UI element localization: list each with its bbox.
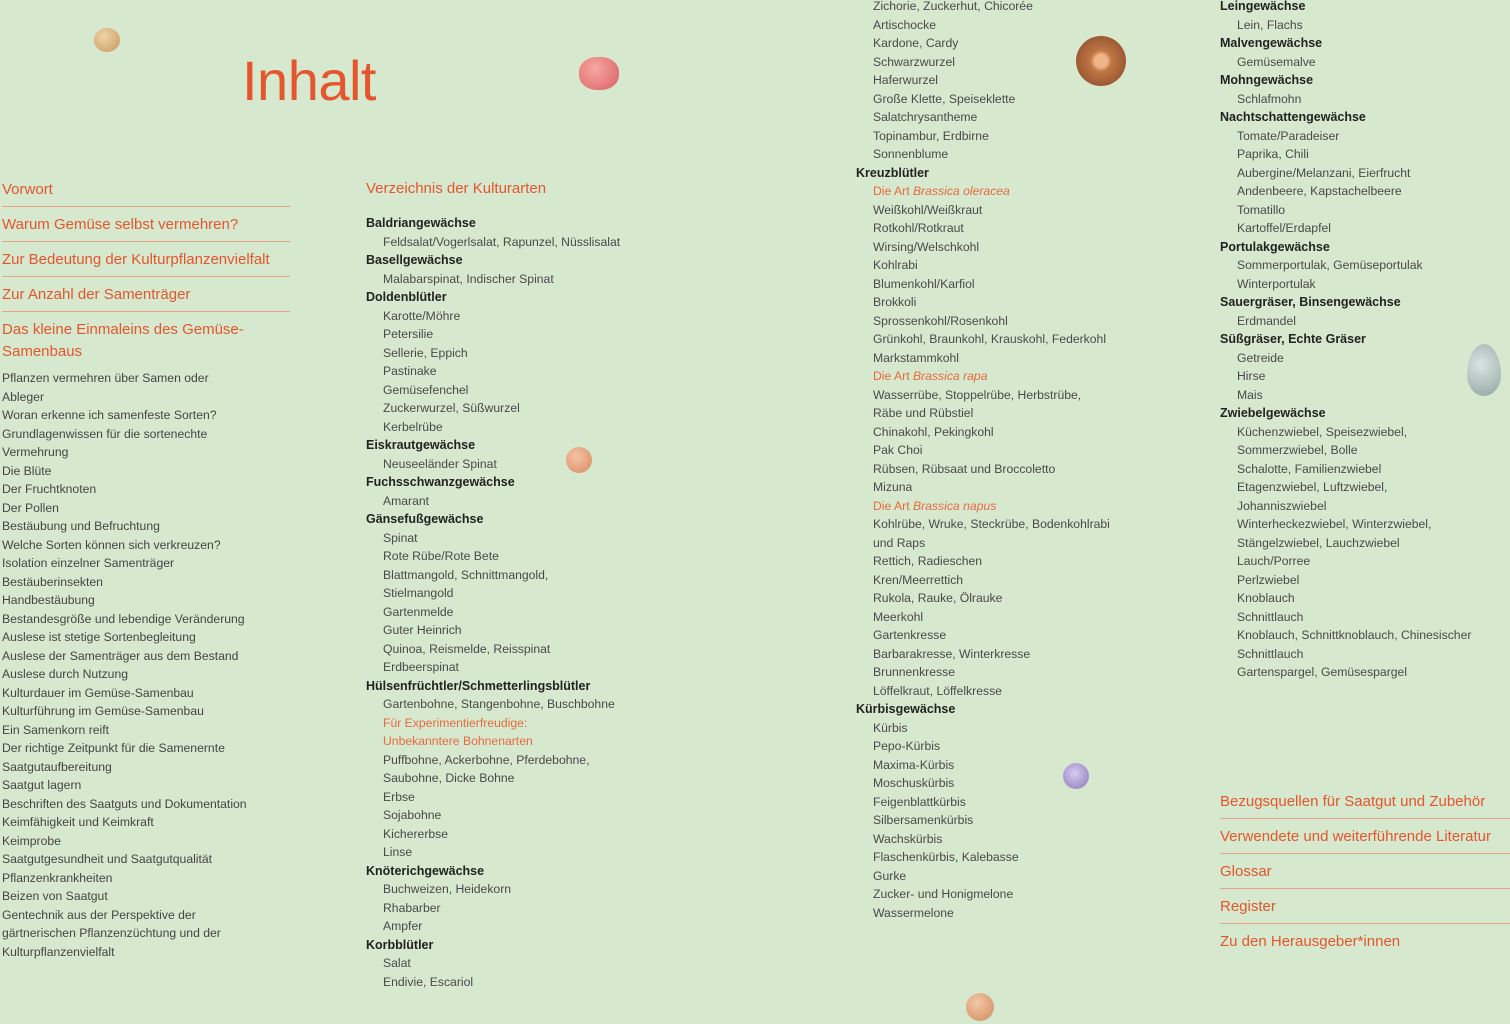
- crop-entry[interactable]: Blumenkohl/Karfiol: [873, 276, 975, 291]
- toc-link-glossar[interactable]: Glossar: [1220, 860, 1510, 889]
- plant-family-heading[interactable]: Doldenblütler: [366, 290, 447, 304]
- plant-family-heading[interactable]: Zwiebelgewächse: [1220, 406, 1326, 420]
- plant-family-heading[interactable]: Leingewächse: [1220, 0, 1306, 13]
- crop-entry[interactable]: Aubergine/Melanzani, Eierfrucht: [1237, 165, 1411, 180]
- crop-entry[interactable]: Salat: [383, 956, 411, 970]
- section-heading-kulturarten[interactable]: Verzeichnis der Kulturarten: [366, 180, 547, 197]
- toc-subitem[interactable]: Ableger: [2, 389, 45, 404]
- crop-entry[interactable]: Brokkoli: [873, 295, 917, 309]
- crop-entry[interactable]: Rotkohl/Rotkraut: [873, 221, 964, 235]
- crop-entry[interactable]: Kichererbse: [383, 826, 449, 841]
- crop-entry[interactable]: Pastinake: [383, 364, 437, 378]
- toc-subitem[interactable]: Bestäuberinsekten: [2, 574, 103, 589]
- crop-entry[interactable]: Gartenbohne, Stangenbohne, Buschbohne: [383, 697, 615, 711]
- crop-entry[interactable]: und Raps: [873, 535, 926, 550]
- plant-family-heading[interactable]: Kreuzblütler: [856, 165, 929, 180]
- crop-entry[interactable]: Silbersamenkürbis: [873, 813, 974, 827]
- toc-subitem[interactable]: Kulturführung im Gemüse-Samenbau: [2, 704, 204, 718]
- crop-entry[interactable]: Karotte/Möhre: [383, 308, 461, 323]
- crop-entry[interactable]: Lauch/Porree: [1237, 554, 1311, 568]
- toc-subitem[interactable]: Beschriften des Saatguts und Dokumentation: [2, 796, 247, 811]
- crop-entry[interactable]: Zichorie, Zuckerhut, Chicorée: [873, 0, 1033, 13]
- toc-subitem[interactable]: Isolation einzelner Samenträger: [2, 556, 175, 570]
- crop-entry[interactable]: Andenbeere, Kapstachelbeere: [1237, 184, 1402, 198]
- toc-subitem[interactable]: Grundlagenwissen für die sortenechte: [2, 426, 208, 441]
- crop-entry[interactable]: Löffelkraut, Löffelkresse: [873, 683, 1002, 698]
- toc-subitem[interactable]: Keimprobe: [2, 833, 61, 848]
- crop-entry[interactable]: Paprika, Chili: [1237, 147, 1309, 161]
- toc-subitem[interactable]: Kulturpflanzenvielfalt: [2, 944, 115, 959]
- toc-subitem[interactable]: Saatgutaufbereitung: [2, 759, 112, 774]
- toc-appendix-links: [1220, 790, 1510, 959]
- toc-subitem[interactable]: Saatgutgesundheit und Saatgutqualität: [2, 852, 213, 866]
- toc-subitem[interactable]: Die Blüte: [2, 463, 52, 478]
- crop-entry[interactable]: Zuckerwurzel, Süßwurzel: [383, 401, 520, 415]
- crop-index-list: [366, 214, 666, 991]
- crop-entry[interactable]: Linse: [383, 845, 413, 859]
- crop-entry[interactable]: Petersilie: [383, 327, 434, 341]
- toc-subitem[interactable]: Handbestäubung: [2, 593, 95, 607]
- toc-subitem[interactable]: Auslese ist stetige Sortenbegleitung: [2, 630, 196, 644]
- plant-family-heading[interactable]: Korbblütler: [366, 937, 434, 952]
- crop-entry[interactable]: Schnittlauch: [1237, 609, 1304, 624]
- crop-entry[interactable]: Grünkohl, Braunkohl, Krauskohl, Federkohl: [873, 332, 1107, 346]
- crop-entry[interactable]: Erdbeerspinat: [383, 660, 459, 674]
- crop-entry[interactable]: Artischocke: [873, 17, 936, 32]
- crop-entry[interactable]: Feldsalat/Vogerlsalat, Rapunzel, Nüsslisalat: [383, 234, 621, 249]
- toc-subitem[interactable]: Gentechnik aus der Perspektive der: [2, 907, 196, 922]
- crop-entry[interactable]: Mizuna: [873, 480, 913, 494]
- crop-entry[interactable]: Johanniszwiebel: [1237, 498, 1327, 513]
- toc-subitem[interactable]: Woran erkenne ich samenfeste Sorten?: [2, 408, 217, 422]
- toc-subitem[interactable]: Auslese durch Nutzung: [2, 667, 129, 681]
- toc-subitem[interactable]: Auslese der Samenträger aus dem Bestand: [2, 648, 239, 663]
- toc-subitem[interactable]: Der richtige Zeitpunkt für die Samenernte: [2, 741, 225, 755]
- toc-subitem[interactable]: Beizen von Saatgut: [2, 889, 108, 903]
- toc-link-warum[interactable]: Warum Gemüse selbst vermehren?: [2, 213, 290, 242]
- crop-entry[interactable]: Tomate/Paradeiser: [1237, 128, 1340, 143]
- species-subheading[interactable]: Unbekanntere Bohnenarten: [383, 734, 533, 748]
- crop-entry[interactable]: Knoblauch: [1237, 591, 1295, 605]
- toc-link-herausgeber[interactable]: Zu den Herausgeber*innen: [1220, 933, 1401, 950]
- crop-entry[interactable]: Markstammkohl: [873, 350, 960, 365]
- crop-entry[interactable]: Kren/Meerrettich: [873, 572, 964, 587]
- crop-entry[interactable]: Sprossenkohl/Rosenkohl: [873, 313, 1008, 328]
- crop-entry[interactable]: Sojabohne: [383, 808, 442, 822]
- toc-link-einmaleins[interactable]: Das kleine Einmaleins des Gemüse-Samenbaus: [2, 321, 244, 360]
- species-latin-name: Brassica rapa: [912, 369, 988, 383]
- crop-entry[interactable]: Sommerzwiebel, Bolle: [1237, 443, 1358, 457]
- crop-entry[interactable]: Wassermelone: [873, 905, 954, 920]
- plant-family-heading[interactable]: Knöterichgewächse: [366, 863, 485, 878]
- crop-entry[interactable]: Tomatillo: [1237, 202, 1286, 217]
- crop-entry[interactable]: Guter Heinrich: [383, 623, 462, 637]
- crop-entry[interactable]: Amarant: [383, 493, 430, 508]
- species-subheading[interactable]: [856, 367, 1156, 386]
- toc-link-vorwort[interactable]: Vorwort: [2, 178, 290, 207]
- plant-family-heading[interactable]: Hülsenfrüchtler/Schmetterlingsblütler: [366, 678, 591, 693]
- crop-entry[interactable]: Stielmangold: [383, 586, 454, 600]
- crop-entry[interactable]: Moschuskürbis: [873, 776, 955, 790]
- toc-subitem[interactable]: Pflanzenkrankheiten: [2, 870, 113, 885]
- crop-entry[interactable]: Kohlrabi: [873, 258, 918, 272]
- crop-entry[interactable]: Getreide: [1237, 350, 1284, 365]
- crop-entry[interactable]: Barbarakresse, Winterkresse: [873, 646, 1031, 661]
- crop-entry[interactable]: Gartenmelde: [383, 604, 454, 619]
- crop-entry[interactable]: Weißkohl/Weißkraut: [873, 202, 983, 217]
- crop-entry[interactable]: Gemüsemalve: [1237, 54, 1316, 69]
- crop-entry[interactable]: Kerbelrübe: [383, 419, 443, 434]
- toc-subitem[interactable]: Bestandesgröße und lebendige Veränderung: [2, 611, 245, 626]
- crop-entry[interactable]: Sommerportulak, Gemüseportulak: [1237, 258, 1423, 272]
- species-subheading[interactable]: Für Experimentierfreudige:: [383, 715, 528, 730]
- crop-entry[interactable]: Kürbis: [873, 720, 908, 735]
- crop-entry[interactable]: Gartenspargel, Gemüsespargel: [1237, 665, 1408, 679]
- plant-family-heading[interactable]: Portulakgewächse: [1220, 239, 1330, 254]
- crop-index-list: [1220, 0, 1510, 682]
- crop-entry[interactable]: Flaschenkürbis, Kalebasse: [873, 850, 1019, 864]
- crop-entry[interactable]: Saubohne, Dicke Bohne: [383, 771, 515, 785]
- crop-entry[interactable]: Gurke: [873, 868, 907, 883]
- plant-family-heading[interactable]: Fuchsschwanzgewächse: [366, 475, 515, 489]
- crop-entry[interactable]: Rote Rübe/Rote Bete: [383, 549, 499, 563]
- crop-entry[interactable]: Wirsing/Welschkohl: [873, 239, 980, 254]
- crop-entry[interactable]: Räbe und Rübstiel: [873, 406, 974, 420]
- crop-entry[interactable]: Schnittlauch: [1237, 646, 1304, 661]
- crop-entry[interactable]: Wasserrübe, Stoppelrübe, Herbstrübe,: [873, 387, 1082, 402]
- crop-entry[interactable]: Rettich, Radieschen: [873, 554, 983, 568]
- crop-entry[interactable]: Hirse: [1237, 369, 1266, 383]
- crop-entry[interactable]: Gartenkresse: [873, 628, 947, 642]
- crop-entry[interactable]: Zucker- und Honigmelone: [873, 887, 1014, 901]
- species-prefix: Die Art: [873, 184, 913, 198]
- crop-entry[interactable]: Maxima-Kürbis: [873, 757, 955, 772]
- toc-subitem[interactable]: Ein Samenkorn reift: [2, 722, 110, 737]
- crop-entry[interactable]: Rübsen, Rübsaat und Broccoletto: [873, 461, 1056, 476]
- crop-entry[interactable]: Küchenzwiebel, Speisezwiebel,: [1237, 424, 1408, 439]
- toc-subitem[interactable]: Kulturdauer im Gemüse-Samenbau: [2, 685, 194, 700]
- crop-entry[interactable]: Schlafmohn: [1237, 91, 1302, 106]
- plant-family-heading[interactable]: Baldriangewächse: [366, 216, 476, 230]
- plant-family-heading[interactable]: Basellgewächse: [366, 253, 463, 267]
- seed-image: [966, 993, 994, 1021]
- crop-entry[interactable]: Blattmangold, Schnittmangold,: [383, 567, 549, 582]
- toc-column-4: [1220, 0, 1510, 682]
- species-subheading[interactable]: [856, 497, 1156, 516]
- crop-entry[interactable]: Winterportulak: [1237, 276, 1316, 291]
- species-prefix: Die Art: [873, 498, 913, 513]
- seed-image: [579, 57, 619, 90]
- crop-entry[interactable]: Neuseeländer Spinat: [383, 456, 497, 471]
- crop-entry[interactable]: Wachskürbis: [873, 831, 943, 846]
- crop-entry[interactable]: Ampfer: [383, 919, 423, 933]
- species-subheading[interactable]: [856, 182, 1156, 201]
- crop-entry[interactable]: Knoblauch, Schnittknoblauch, Chinesischer: [1237, 628, 1472, 642]
- crop-entry[interactable]: Kohlrübe, Wruke, Steckrübe, Bodenkohlrabi: [873, 517, 1110, 531]
- toc-subitem[interactable]: gärtnerischen Pflanzenzüchtung und der: [2, 926, 221, 940]
- species-prefix: Die Art: [873, 369, 913, 383]
- crop-entry[interactable]: Rukola, Rauke, Ölrauke: [873, 591, 1003, 605]
- plant-family-heading[interactable]: Süßgräser, Echte Gräser: [1220, 332, 1366, 346]
- toc-link-bedeutung[interactable]: Zur Bedeutung der Kulturpflanzenvielfalt: [2, 248, 290, 277]
- crop-entry[interactable]: Schwarzwurzel: [873, 54, 955, 69]
- crop-entry[interactable]: Kartoffel/Erdapfel: [1237, 221, 1331, 235]
- plant-family-heading[interactable]: Gänsefußgewächse: [366, 512, 484, 526]
- plant-family-heading[interactable]: Nachtschattengewächse: [1220, 110, 1366, 124]
- crop-entry[interactable]: Lein, Flachs: [1237, 17, 1303, 32]
- toc-subitem[interactable]: Vermehrung: [2, 445, 69, 459]
- species-latin-name: Brassica napus: [912, 498, 997, 513]
- toc-link-literatur[interactable]: Verwendete und weiterführende Literatur: [1220, 825, 1510, 854]
- toc-column-2: [366, 178, 666, 991]
- species-latin-name: Brassica oleracea: [912, 184, 1010, 198]
- crop-index-list: [856, 0, 1156, 922]
- plant-family-heading[interactable]: Kürbisgewächse: [856, 702, 956, 716]
- plant-family-heading[interactable]: Malvengewächse: [1220, 36, 1323, 50]
- crop-entry[interactable]: Etagenzwiebel, Luftzwiebel,: [1237, 480, 1388, 494]
- page-title: Inhalt: [242, 49, 376, 112]
- crop-entry[interactable]: Buchweizen, Heidekorn: [383, 882, 512, 896]
- crop-entry[interactable]: Spinat: [383, 530, 418, 545]
- seed-image: [94, 28, 120, 52]
- plant-family-heading[interactable]: Sauergräser, Binsengewächse: [1220, 295, 1401, 309]
- toc-column-3: [856, 0, 1156, 922]
- crop-entry[interactable]: Schalotte, Familienzwiebel: [1237, 461, 1382, 476]
- crop-entry[interactable]: Haferwurzel: [873, 73, 939, 87]
- crop-entry[interactable]: Puffbohne, Ackerbohne, Pferdebohne,: [383, 752, 590, 767]
- crop-entry[interactable]: Pak Choi: [873, 443, 923, 457]
- plant-family-heading[interactable]: Eiskrautgewächse: [366, 438, 476, 452]
- crop-entry[interactable]: Topinambur, Erdbirne: [873, 128, 989, 143]
- crop-entry[interactable]: Sonnenblume: [873, 147, 949, 161]
- toc-subitem[interactable]: Pflanzen vermehren über Samen oder: [2, 371, 209, 385]
- crop-entry[interactable]: Meerkohl: [873, 609, 924, 624]
- toc-link-anzahl[interactable]: Zur Anzahl der Samenträger: [2, 283, 290, 312]
- crop-entry[interactable]: Winterheckezwiebel, Winterzwiebel,: [1237, 517, 1432, 531]
- toc-link-register[interactable]: Register: [1220, 895, 1510, 924]
- toc-link-bezugsquellen[interactable]: Bezugsquellen für Saatgut und Zubehör: [1220, 790, 1510, 819]
- toc-subitem[interactable]: Der Pollen: [2, 500, 59, 515]
- crop-entry[interactable]: Kardone, Cardy: [873, 36, 959, 50]
- crop-entry[interactable]: Rhabarber: [383, 900, 441, 915]
- crop-entry[interactable]: Erbse: [383, 789, 415, 804]
- toc-column-1: [2, 178, 302, 961]
- crop-entry[interactable]: Brunnenkresse: [873, 665, 955, 679]
- crop-entry[interactable]: Pepo-Kürbis: [873, 739, 941, 753]
- crop-entry[interactable]: Erdmandel: [1237, 313, 1296, 328]
- toc-subitem[interactable]: Keimfähigkeit und Keimkraft: [2, 815, 154, 829]
- plant-family-heading[interactable]: Mohngewächse: [1220, 73, 1314, 87]
- toc-subitem[interactable]: Der Fruchtknoten: [2, 482, 97, 496]
- crop-entry[interactable]: Chinakohl, Pekingkohl: [873, 424, 994, 439]
- crop-entry[interactable]: Gemüsefenchel: [383, 382, 469, 397]
- toc-subitem-list: [2, 369, 302, 961]
- crop-entry[interactable]: Perlzwiebel: [1237, 572, 1300, 587]
- crop-entry[interactable]: Endivie, Escariol: [383, 974, 474, 989]
- toc-subitem[interactable]: Welche Sorten können sich verkreuzen?: [2, 537, 221, 552]
- crop-entry[interactable]: Mais: [1237, 387, 1263, 402]
- crop-entry[interactable]: Quinoa, Reismelde, Reisspinat: [383, 641, 551, 656]
- crop-entry[interactable]: Große Klette, Speiseklette: [873, 91, 1016, 106]
- crop-entry[interactable]: Malabarspinat, Indischer Spinat: [383, 271, 554, 286]
- crop-entry[interactable]: Sellerie, Eppich: [383, 345, 468, 360]
- crop-entry[interactable]: Feigenblattkürbis: [873, 794, 966, 809]
- crop-entry[interactable]: Salatchrysantheme: [873, 110, 978, 124]
- crop-entry[interactable]: Stängelzwiebel, Lauchzwiebel: [1237, 535, 1400, 550]
- toc-subitem[interactable]: Bestäubung und Befruchtung: [2, 519, 160, 533]
- toc-subitem[interactable]: Saatgut lagern: [2, 778, 82, 792]
